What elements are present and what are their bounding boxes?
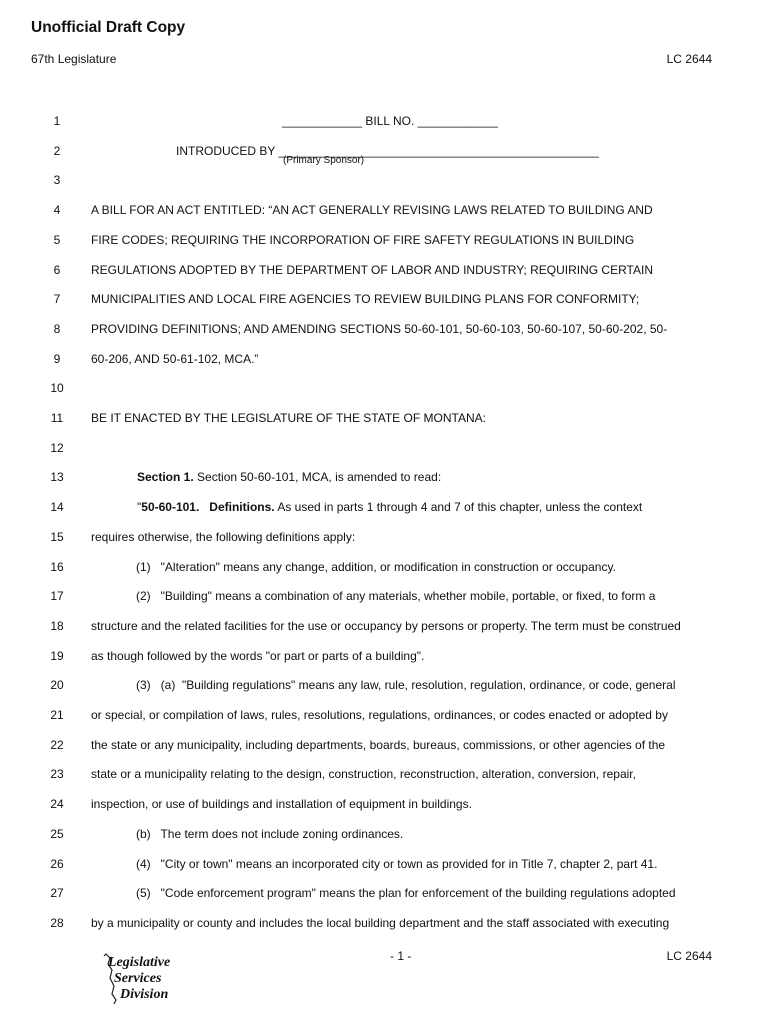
line-text <box>136 678 675 692</box>
bill-line <box>0 649 770 667</box>
text-segment: (2) "Building" means a combination of any materials, whether mobile, portable, or fixed, to form a <box>136 589 656 603</box>
bill-line <box>0 767 770 785</box>
line-number: 8 <box>53 322 61 336</box>
text-segment: state or a municipality relating to the design, construction, reconstruction, alteration, conversion, repair, <box>91 767 636 781</box>
line-text <box>91 649 424 663</box>
line-number: 28 <box>50 916 64 930</box>
line-text <box>282 114 498 128</box>
bill-line <box>0 916 770 934</box>
line-number: 19 <box>50 649 64 663</box>
bill-line <box>0 352 770 370</box>
text-segment: As used in parts 1 through 4 and 7 of this chapter, unless the context <box>274 500 643 514</box>
text-segment: structure and the related facilities for the use or occupancy by persons or property. The term must be construed <box>91 619 681 633</box>
text-segment: PROVIDING DEFINITIONS; AND AMENDING SECTIONS 50-60-101, 50-60-103, 50-60-107, 50-60-202, 50- <box>91 322 668 336</box>
bill-line <box>0 470 770 488</box>
legislature-label: 67th Legislature <box>31 52 117 66</box>
bill-line <box>0 589 770 607</box>
bill-line <box>0 708 770 726</box>
line-number: 6 <box>53 263 61 277</box>
text-segment: (1) "Alteration" means any change, addition, or modification in construction or occupancy. <box>136 560 616 574</box>
line-number: 1 <box>53 114 61 128</box>
line-number: 12 <box>50 441 64 455</box>
text-segment: as though followed by the words "or part or parts of a building". <box>91 649 425 663</box>
bill-line <box>0 886 770 904</box>
bill-line <box>0 827 770 845</box>
logo-word-services: Services <box>114 971 162 986</box>
bill-line <box>0 233 770 251</box>
text-segment: " <box>137 500 142 514</box>
bill-line <box>0 560 770 578</box>
line-number: 17 <box>50 589 64 603</box>
bill-line <box>0 322 770 340</box>
line-number: 14 <box>50 500 64 514</box>
text-segment: (3) (a) "Building regulations" means any law, rule, resolution, regulation, ordinance, or code, general <box>136 678 676 692</box>
bill-line <box>0 411 770 429</box>
line-text <box>91 322 667 336</box>
text-segment: requires otherwise, the following definitions apply: <box>91 530 356 544</box>
bill-line <box>0 441 770 459</box>
bill-line <box>0 263 770 281</box>
text-segment: A BILL FOR AN ACT ENTITLED: “AN ACT GENERALLY REVISING LAWS RELATED TO BUILDING AND <box>91 203 653 217</box>
bill-line <box>0 292 770 310</box>
line-number: 22 <box>50 738 64 752</box>
line-text <box>91 708 668 722</box>
text-segment: (4) "City or town" means an incorporated city or town as provided for in Title 7, chapter 2, part 41. <box>136 857 658 871</box>
line-number: 5 <box>53 233 61 247</box>
text-segment: (5) "Code enforcement program" means the plan for enforcement of the building regulations adopted <box>136 886 676 900</box>
text-segment: MUNICIPALITIES AND LOCAL FIRE AGENCIES TO REVIEW BUILDING PLANS FOR CONFORMITY; <box>91 292 640 306</box>
line-number: 11 <box>50 411 64 425</box>
line-number: 18 <box>50 619 64 633</box>
line-text <box>91 352 258 366</box>
line-text <box>91 411 486 425</box>
bill-line <box>0 173 770 191</box>
bill-line <box>0 530 770 548</box>
page-number: - 1 - <box>390 949 412 963</box>
line-text <box>91 797 472 811</box>
text-segment: by a municipality or county and includes the local building department and the staff associated with executing <box>91 916 670 930</box>
draft-title: Unofficial Draft Copy <box>31 19 186 36</box>
bill-line <box>0 619 770 637</box>
line-text <box>137 470 441 484</box>
text-segment: or special, or compilation of laws, rules, resolutions, regulations, ordinances, or codes enacted or adopted by <box>91 708 668 722</box>
line-text <box>136 589 655 603</box>
primary-sponsor-note: (Primary Sponsor) <box>283 155 365 166</box>
text-segment: Section 50-60-101, MCA, is amended to read: <box>193 470 442 484</box>
line-number: 26 <box>50 857 64 871</box>
line-text <box>136 560 616 574</box>
line-number: 20 <box>50 678 64 692</box>
line-text <box>91 292 639 306</box>
line-number: 15 <box>50 530 64 544</box>
line-number: 13 <box>50 470 64 484</box>
line-text <box>91 530 355 544</box>
lc-number-header: LC 2644 <box>666 52 712 66</box>
legislative-services-division-logo <box>98 948 188 1004</box>
line-number: 23 <box>50 767 64 781</box>
line-text <box>136 886 676 900</box>
line-text <box>91 233 634 247</box>
bill-line <box>0 203 770 221</box>
text-segment: 60-206, AND 50-61-102, MCA.” <box>91 352 259 366</box>
line-number: 21 <box>50 708 64 722</box>
line-text <box>91 263 653 277</box>
line-number: 25 <box>50 827 64 841</box>
text-segment: (b) The term does not include zoning ordinances. <box>136 827 404 841</box>
line-number: 24 <box>50 797 64 811</box>
bold-text-segment: 50-60-101. Definitions. <box>141 500 275 514</box>
bill-line <box>0 797 770 815</box>
text-segment: INTRODUCED BY ________________________________________________ <box>176 144 599 158</box>
line-text <box>137 500 642 514</box>
bill-line <box>0 857 770 875</box>
logo-word-legislative: Legislative <box>108 955 171 970</box>
bill-line <box>0 500 770 518</box>
line-text <box>136 827 403 841</box>
line-text <box>91 738 665 752</box>
line-text <box>91 767 636 781</box>
bill-line <box>0 678 770 696</box>
bill-line <box>0 144 770 162</box>
lc-number-footer: LC 2644 <box>666 949 712 963</box>
bold-text-segment: Section 1. <box>137 470 194 484</box>
logo-word-division: Division <box>120 987 169 1002</box>
line-text <box>91 619 681 633</box>
bill-line <box>0 114 770 132</box>
line-text <box>91 916 669 930</box>
line-number: 3 <box>53 173 61 187</box>
text-segment: FIRE CODES; REQUIRING THE INCORPORATION OF FIRE SAFETY REGULATIONS IN BUILDING <box>91 233 635 247</box>
line-text <box>136 857 657 871</box>
text-segment: the state or any municipality, including departments, boards, bureaus, commissions, or other agencies of the <box>91 738 666 752</box>
bill-line <box>0 738 770 756</box>
line-text <box>176 144 599 158</box>
text-segment: REGULATIONS ADOPTED BY THE DEPARTMENT OF LABOR AND INDUSTRY; REQUIRING CERTAIN <box>91 263 653 277</box>
line-number: 4 <box>53 203 61 217</box>
line-number: 9 <box>53 352 61 366</box>
text-segment: ____________ BILL NO. ____________ <box>282 114 498 128</box>
text-segment: inspection, or use of buildings and installation of equipment in buildings. <box>91 797 472 811</box>
line-number: 7 <box>53 292 61 306</box>
line-number: 27 <box>50 886 64 900</box>
line-text <box>91 203 653 217</box>
line-number: 16 <box>50 560 64 574</box>
line-number: 10 <box>50 381 64 395</box>
text-segment: BE IT ENACTED BY THE LEGISLATURE OF THE STATE OF MONTANA: <box>91 411 486 425</box>
bill-line <box>0 381 770 399</box>
line-number: 2 <box>53 144 61 158</box>
